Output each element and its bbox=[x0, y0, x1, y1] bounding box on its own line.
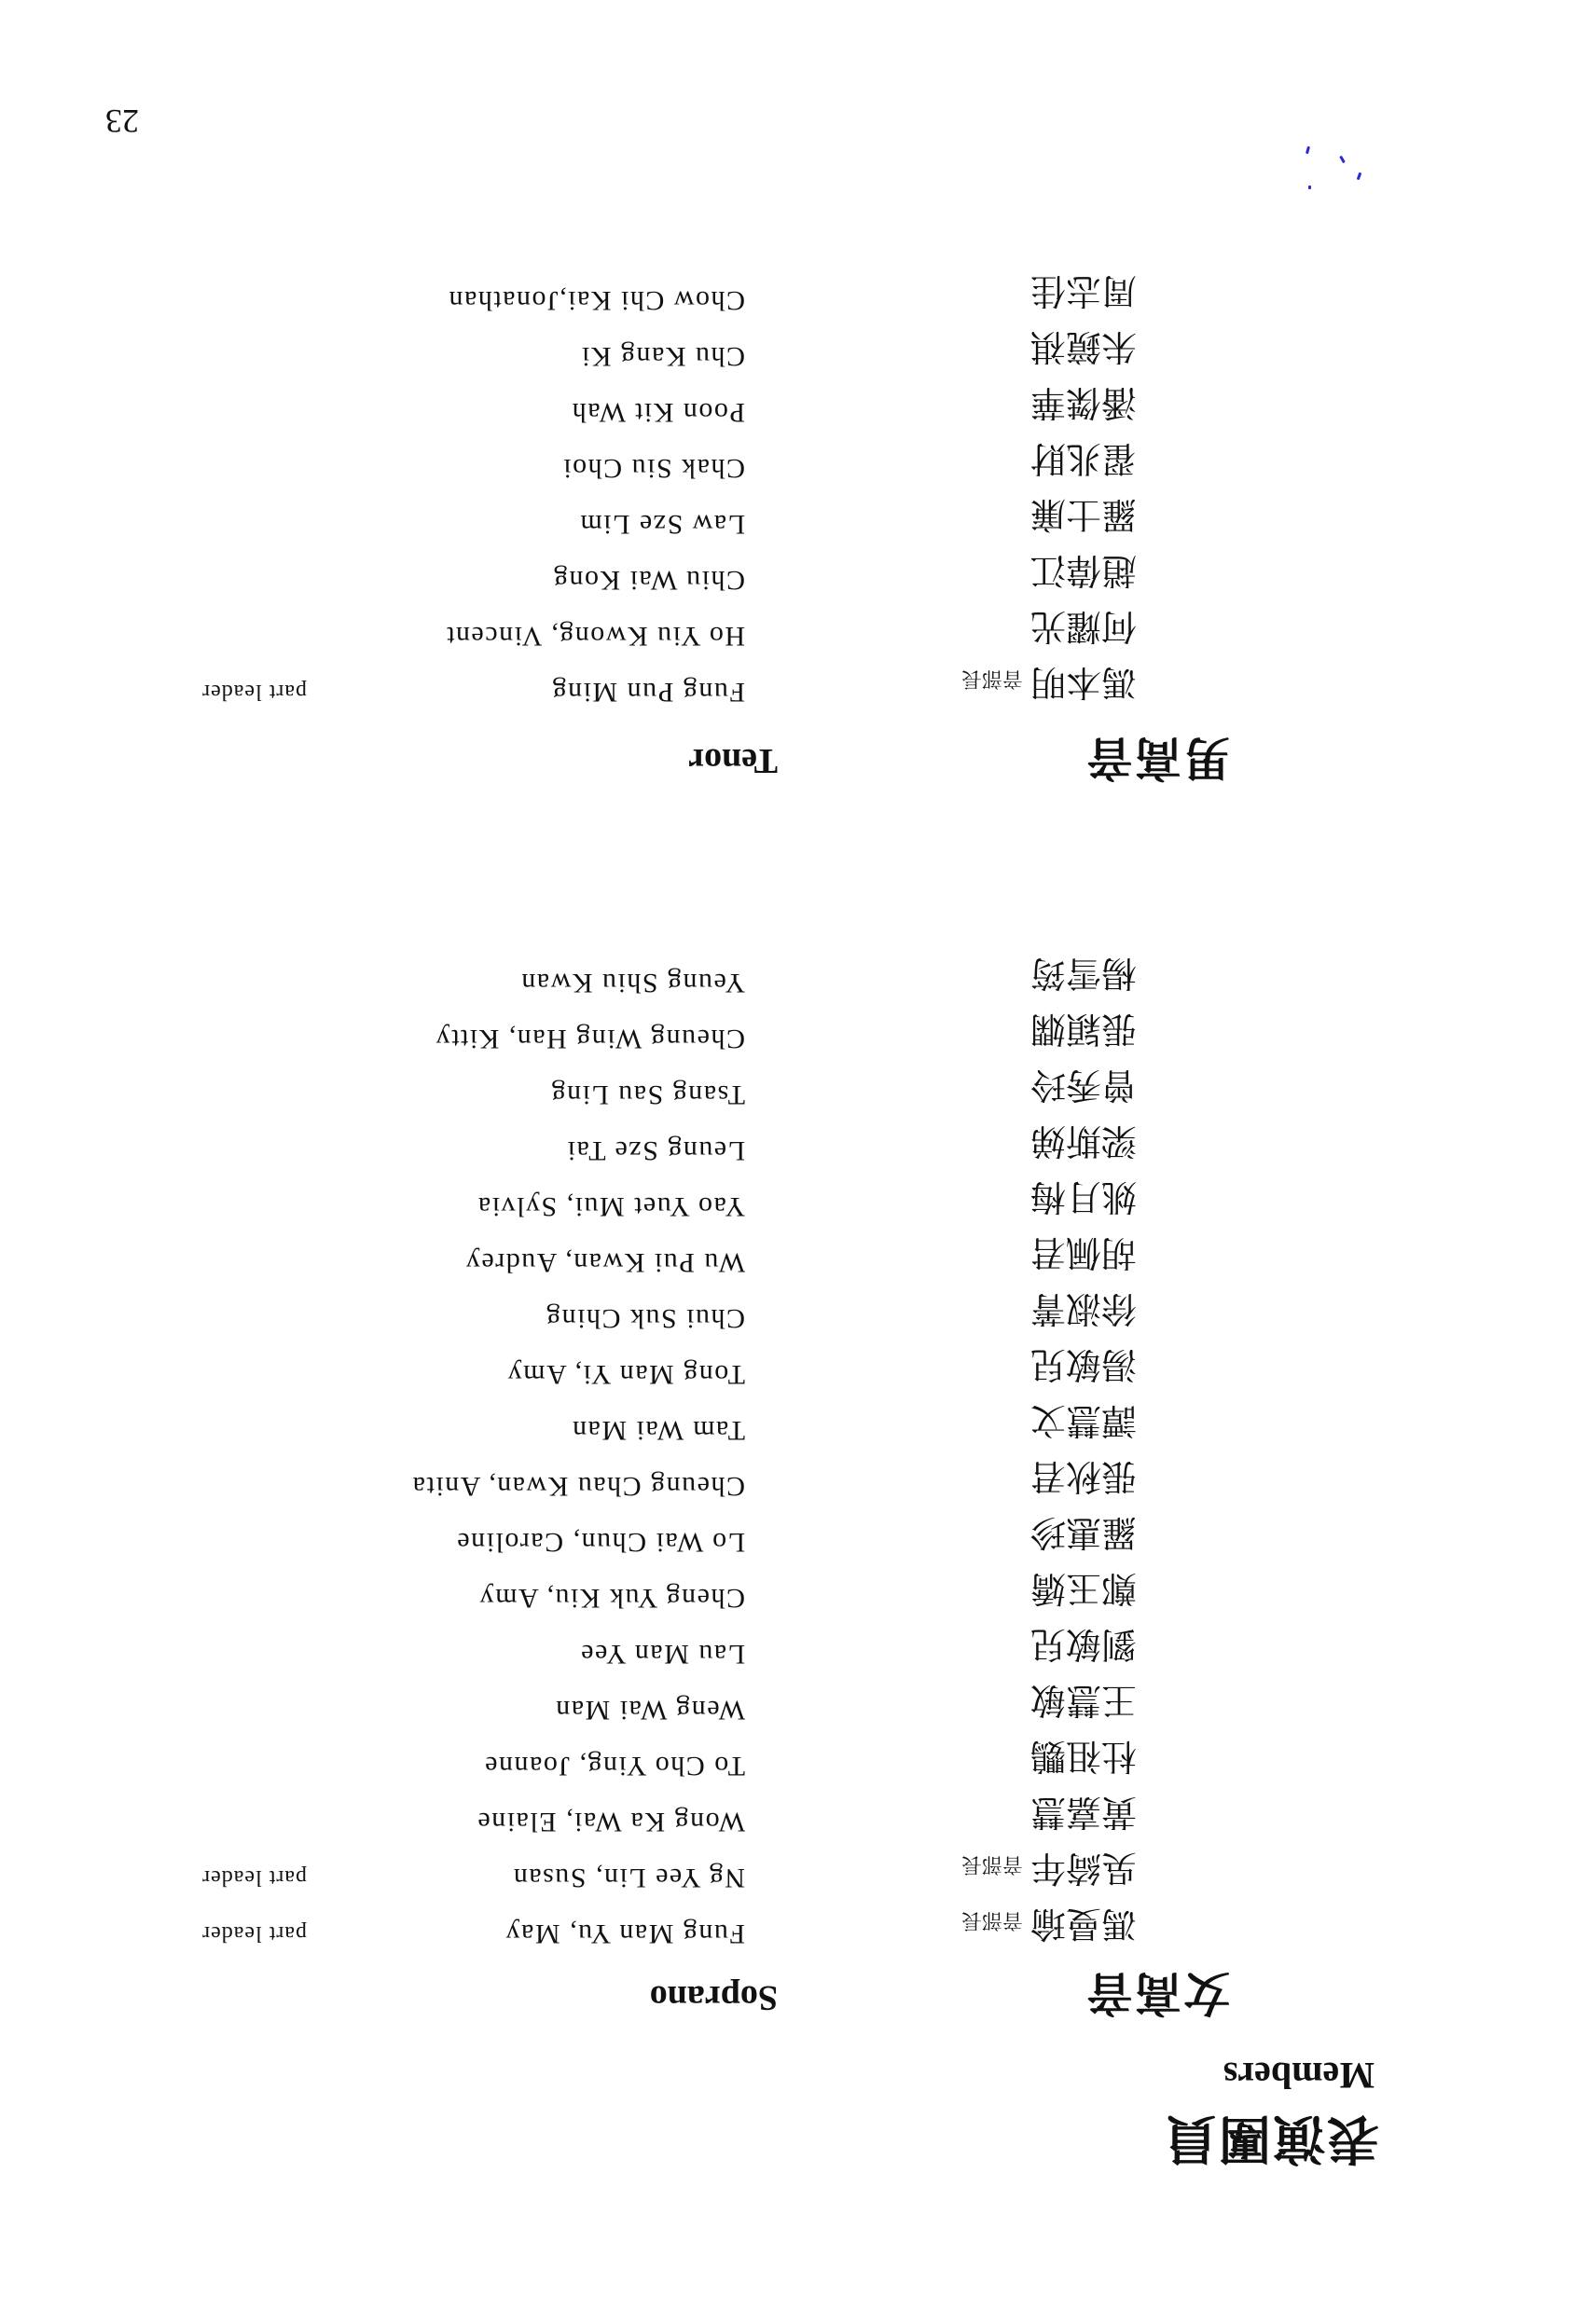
page-title-english: Members bbox=[1223, 2055, 1375, 2097]
member-role: 音部長 bbox=[960, 667, 1023, 690]
member-english-name: Yeung Shiu Kwan bbox=[519, 968, 745, 998]
member-english-name: Cheng Yuk Kiu, Amy bbox=[478, 1583, 745, 1614]
member-english-name: Wu Pui Kwan, Audrey bbox=[464, 1247, 745, 1278]
member-english-name: Ng Yee Lin, Susan bbox=[512, 1863, 745, 1893]
member-chinese-name: 姚月梅 bbox=[1029, 1176, 1137, 1217]
member-row bbox=[0, 1624, 1575, 1673]
member-row bbox=[0, 438, 1575, 488]
member-chinese-name: 徐淑菁 bbox=[1029, 1288, 1137, 1329]
member-chinese-name: 王慧敏 bbox=[1029, 1680, 1137, 1721]
member-row bbox=[0, 1121, 1575, 1170]
member-chinese-name: 張秋君 bbox=[1029, 1456, 1137, 1497]
member-english-name: Chu Kang Ki bbox=[580, 341, 745, 372]
member-row bbox=[0, 382, 1575, 432]
member-row bbox=[0, 550, 1575, 599]
member-row bbox=[0, 326, 1575, 376]
member-chinese-name: 張穎嫻 bbox=[1029, 1009, 1137, 1050]
scan-speck bbox=[1339, 156, 1346, 163]
member-row bbox=[0, 1904, 1575, 1953]
member-english-name: Yao Yuet Mui, Sylvia bbox=[477, 1191, 745, 1222]
member-chinese-name: 周志佳 bbox=[1029, 270, 1137, 311]
member-chinese-name: 朱鏡祺 bbox=[1029, 326, 1137, 367]
scan-speck bbox=[1357, 172, 1362, 181]
section-heading-soprano-english: Soprano bbox=[649, 1978, 778, 2017]
member-english-name: Poon Kit Wah bbox=[571, 397, 745, 428]
member-chinese-name: 羅惠珍 bbox=[1029, 1512, 1137, 1553]
member-row bbox=[0, 1009, 1575, 1058]
member-english-name: Fung Pun Ming bbox=[551, 677, 745, 708]
scan-speck bbox=[1308, 186, 1311, 189]
member-chinese-name: 黃嘉慧 bbox=[1029, 1792, 1137, 1833]
member-part-tag: part leader bbox=[201, 680, 307, 704]
member-role: 音部長 bbox=[960, 1852, 1023, 1876]
member-chinese-name: 杜祖鸚 bbox=[1029, 1736, 1137, 1777]
member-row bbox=[0, 1456, 1575, 1506]
member-english-name: Law Sze Lim bbox=[578, 509, 745, 540]
member-chinese-name: 潘傑華 bbox=[1029, 382, 1137, 423]
section-heading-tenor-chinese: 男高音 bbox=[1085, 731, 1230, 785]
scan-speck bbox=[1306, 146, 1310, 155]
member-part-tag: part leader bbox=[201, 1921, 307, 1946]
member-row bbox=[0, 1680, 1575, 1729]
member-english-name: Chiu Wai Kong bbox=[552, 565, 745, 596]
member-row bbox=[0, 1512, 1575, 1561]
member-chinese-name: 胡佩君 bbox=[1029, 1232, 1137, 1273]
member-chinese-name: 曾秀玲 bbox=[1029, 1065, 1137, 1106]
member-english-name: Tong Man Yi, Amy bbox=[506, 1359, 745, 1390]
member-row bbox=[0, 1288, 1575, 1338]
member-chinese-name: 翟兆財 bbox=[1029, 438, 1137, 479]
member-english-name: Chak Siu Choi bbox=[561, 453, 745, 484]
member-chinese-name: 楊雪筠 bbox=[1029, 953, 1137, 994]
member-english-name: Leung Sze Tai bbox=[566, 1135, 745, 1166]
member-english-name: Cheung Wing Han, Kitty bbox=[435, 1024, 745, 1054]
member-row bbox=[0, 953, 1575, 1002]
member-chinese-name: 羅士廉 bbox=[1029, 494, 1137, 535]
member-row bbox=[0, 1344, 1575, 1394]
member-role: 音部長 bbox=[960, 1908, 1023, 1932]
member-english-name: Lau Man Yee bbox=[579, 1639, 745, 1670]
member-english-name: Lo Wai Chun, Caroline bbox=[455, 1527, 745, 1558]
member-english-name: To Cho Ying, Joanne bbox=[483, 1751, 745, 1781]
member-english-name: Chow Chi Kai,Jonathan bbox=[448, 285, 745, 316]
member-row bbox=[0, 606, 1575, 655]
member-chinese-name: 馮本明音部長 bbox=[960, 662, 1137, 703]
member-chinese-name: 譚慧文 bbox=[1029, 1400, 1137, 1441]
member-chinese-name: 趙偉江 bbox=[1029, 550, 1137, 591]
member-chinese-name: 梁斯娣 bbox=[1029, 1121, 1137, 1162]
member-chinese-name: 何耀光 bbox=[1029, 606, 1137, 647]
member-english-name: Chui Suk Ching bbox=[545, 1303, 745, 1334]
page-title-chinese: 表演團員 bbox=[1163, 2108, 1379, 2168]
member-english-name: Tsang Sau Ling bbox=[550, 1079, 745, 1110]
member-chinese-name: 劉敏兒 bbox=[1029, 1624, 1137, 1665]
member-chinese-name: 鄭玉嬌 bbox=[1029, 1568, 1137, 1609]
member-english-name: Fung Man Yu, May bbox=[504, 1918, 745, 1949]
member-row bbox=[0, 662, 1575, 711]
member-chinese-name: 吳綺年音部長 bbox=[960, 1848, 1137, 1889]
member-row bbox=[0, 1400, 1575, 1450]
member-row bbox=[0, 494, 1575, 543]
member-english-name: Cheung Chau Kwan, Anita bbox=[411, 1471, 745, 1502]
member-row bbox=[0, 1065, 1575, 1114]
member-row bbox=[0, 1792, 1575, 1841]
member-chinese-name: 湯敏兒 bbox=[1029, 1344, 1137, 1385]
member-english-name: Weng Wai Man bbox=[554, 1695, 745, 1726]
member-english-name: Tam Wai Man bbox=[571, 1415, 745, 1446]
member-english-name: Wong Ka Wai, Elaine bbox=[476, 1807, 745, 1837]
section-heading-soprano-chinese: 女高音 bbox=[1085, 1966, 1230, 2020]
member-row bbox=[0, 1848, 1575, 1897]
member-row bbox=[0, 1736, 1575, 1785]
member-row bbox=[0, 1232, 1575, 1282]
member-row bbox=[0, 1568, 1575, 1617]
member-part-tag: part leader bbox=[201, 1865, 307, 1890]
member-row bbox=[0, 1176, 1575, 1226]
section-heading-tenor-english: Tenor bbox=[688, 741, 778, 780]
member-row bbox=[0, 270, 1575, 320]
member-chinese-name: 馮曼瑜音部長 bbox=[960, 1904, 1137, 1945]
member-english-name: Ho Yiu Kwong, Vincent bbox=[445, 621, 745, 652]
page-number: 23 bbox=[105, 103, 139, 140]
